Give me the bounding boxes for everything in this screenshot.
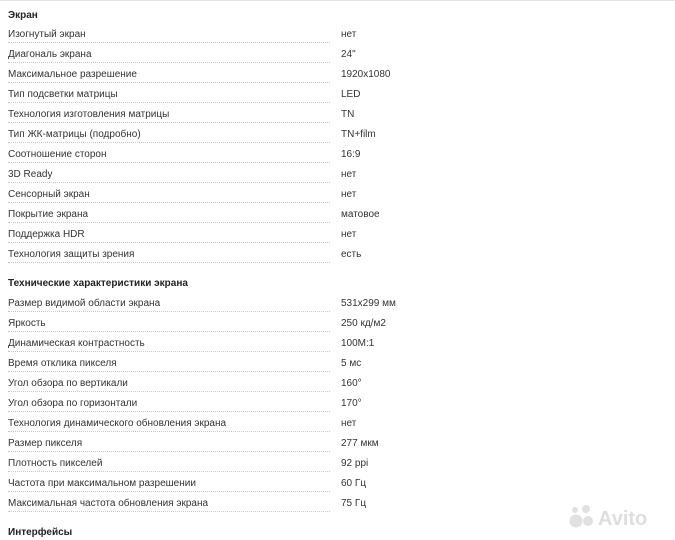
spec-label: Поддержка HDR — [8, 228, 330, 243]
spec-value: нет — [341, 169, 357, 180]
spec-label: Динамическая контрастность — [8, 337, 330, 352]
spec-value: нет — [341, 189, 357, 200]
spec-value: 250 кд/м2 — [341, 318, 386, 329]
spec-value: нет — [341, 229, 357, 240]
spec-value: TN — [341, 109, 355, 120]
spec-value: 100M:1 — [341, 338, 375, 349]
spec-label: Технология защиты зрения — [8, 248, 330, 263]
spec-value: 60 Гц — [341, 478, 367, 489]
spec-value: 277 мкм — [341, 438, 379, 449]
spec-label: Угол обзора по вертикали — [8, 377, 330, 392]
spec-label: Технология изготовления матрицы — [8, 108, 330, 123]
spec-row — [0, 415, 675, 435]
spec-label: Технология динамического обновления экрана — [8, 417, 330, 432]
spec-value: LED — [341, 89, 361, 100]
spec-row — [0, 146, 675, 166]
spec-row — [0, 355, 675, 375]
spec-value: нет — [341, 418, 357, 429]
spec-value: 75 Гц — [341, 498, 367, 509]
spec-row — [0, 295, 675, 315]
spec-label: Яркость — [8, 317, 330, 332]
spec-label: Максимальная частота обновления экрана — [8, 497, 330, 512]
avito-watermark-logo — [567, 500, 667, 530]
spec-row — [0, 226, 675, 246]
spec-label: Плотность пикселей — [8, 457, 330, 472]
spec-label: Угол обзора по горизонтали — [8, 397, 330, 412]
spec-label: Размер пикселя — [8, 437, 330, 452]
spec-value: 1920x1080 — [341, 69, 391, 80]
spec-row — [0, 435, 675, 455]
section-title-interfaces: Интерфейсы — [8, 527, 73, 538]
spec-row — [0, 46, 675, 66]
spec-label: Частота при максимальном разрешении — [8, 477, 330, 492]
spec-label: Максимальное разрешение — [8, 68, 330, 83]
spec-row — [0, 26, 675, 46]
spec-value: 160° — [341, 378, 362, 389]
spec-value: 170° — [341, 398, 362, 409]
spec-value: 5 мс — [341, 358, 362, 369]
spec-label: Покрытие экрана — [8, 208, 330, 223]
spec-row — [0, 86, 675, 106]
spec-value: 24" — [341, 49, 356, 60]
spec-value: 16:9 — [341, 149, 361, 160]
top-divider — [0, 0, 675, 1]
spec-row — [0, 475, 675, 495]
spec-label: Тип ЖК-матрицы (подробно) — [8, 128, 330, 143]
spec-value: 92 ppi — [341, 458, 369, 469]
spec-row — [0, 246, 675, 266]
spec-row — [0, 335, 675, 355]
section-title-screen-tech: Технические характеристики экрана — [8, 278, 188, 289]
spec-row — [0, 206, 675, 226]
spec-label: Соотношение сторон — [8, 148, 330, 163]
spec-row — [0, 186, 675, 206]
spec-value: 531x299 мм — [341, 298, 396, 309]
spec-row — [0, 455, 675, 475]
spec-label: Размер видимой области экрана — [8, 297, 330, 312]
spec-label: Сенсорный экран — [8, 188, 330, 203]
section-title-screen: Экран — [8, 10, 38, 21]
svg-text:Avito: Avito — [598, 508, 648, 530]
spec-value: есть — [341, 249, 362, 260]
spec-row — [0, 66, 675, 86]
spec-label: 3D Ready — [8, 168, 330, 183]
spec-row — [0, 126, 675, 146]
spec-row — [0, 375, 675, 395]
spec-label: Изогнутый экран — [8, 28, 330, 43]
spec-label: Диагональ экрана — [8, 48, 330, 63]
spec-value: нет — [341, 29, 357, 40]
spec-value: TN+film — [341, 129, 376, 140]
spec-label: Время отклика пикселя — [8, 357, 330, 372]
spec-row — [0, 395, 675, 415]
spec-row — [0, 106, 675, 126]
spec-row — [0, 166, 675, 186]
spec-row — [0, 315, 675, 335]
spec-value: матовое — [341, 209, 380, 220]
spec-label: Тип подсветки матрицы — [8, 88, 330, 103]
